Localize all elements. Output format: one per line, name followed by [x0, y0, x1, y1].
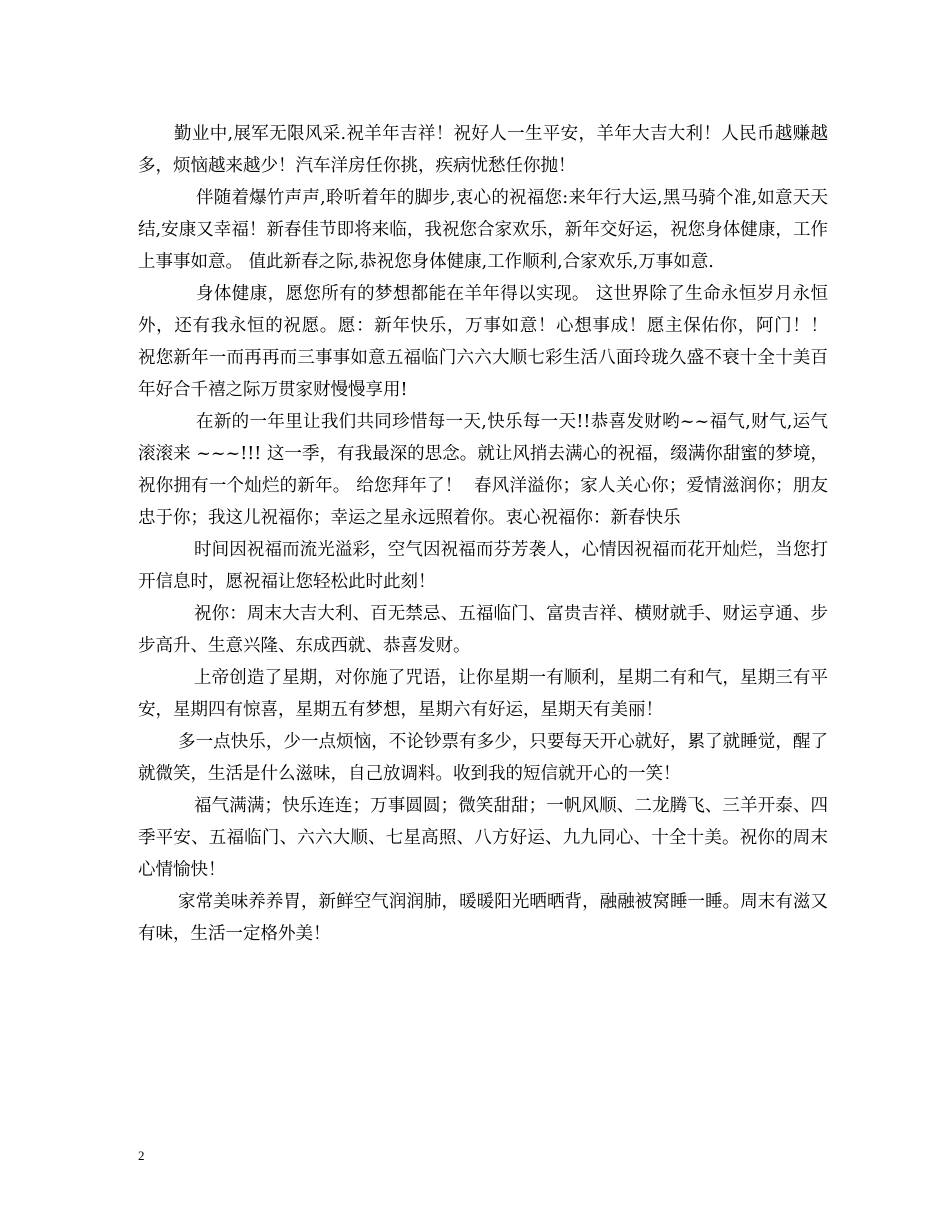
document-body: [138, 118, 840, 950]
paragraph-3: 身体健康，愿您所有的梦想都能在羊年得以实现。 这世界除了生命永恒岁月永恒外，还有我永恒的祝愿。愿：新年快乐，万事如意！心想事成！愿主保佑你，阿门！！ 祝您新年一而再再而三事事如意五福临门六六大顺七彩生活八面玲珑久盛不衰十全十美百年好合千禧之际万贯家财慢慢享用!: [138, 284, 840, 400]
paragraph-8: 多一点快乐，少一点烦恼，不论钞票有多少，只要每天开心就好，累了就睡觉，醒了就微笑，生活是什么滋味，自己放调料。收到我的短信就开心的一笑！: [138, 732, 828, 784]
paragraph-7: 上帝创造了星期，对你施了咒语，让你星期一有顺利，星期二有和气，星期三有平安，星期四有惊喜，星期五有梦想，星期六有好运，星期天有美丽！: [138, 668, 828, 720]
paragraph-9: 福气满满；快乐连连；万事圆圆；微笑甜甜；一帆风顺、二龙腾飞、三羊开泰、四季平安、五福临门、六六大顺、七星高照、八方好运、九九同心、十全十美。祝你的周末心情愉快！: [138, 796, 828, 880]
paragraph-5: 时间因祝福而流光溢彩，空气因祝福而芬芳袭人，心情因祝福而花开灿烂，当您打开信息时，愿祝福让您轻松此时此刻！: [138, 540, 828, 592]
paragraph-4: 在新的一年里让我们共同珍惜每一天,快乐每一天!!恭喜发财哟~~福气,财气,运气滚滚来 ~~~!!! 这一季，有我最深的思念。就让风捎去满心的祝福，缀满你甜蜜的梦境，祝你拥有一个灿烂的新年。 给您拜年了！ 春风洋溢你；家人关心你；爱情滋润你；朋友忠于你；我这儿祝福你；幸运之星永远照着你。衷心祝福你：新春快乐: [138, 412, 828, 528]
page-number: 2: [138, 1148, 145, 1163]
paragraph-2: 伴随着爆竹声声,聆听着年的脚步,衷心的祝福您:来年行大运,黑马骑个准,如意天天结,安康又幸福！新春佳节即将来临，我祝您合家欢乐，新年交好运，祝您身体健康，工作上事事如意。 值此新春之际,恭祝您身体健康,工作顺利,合家欢乐,万事如意.: [138, 188, 828, 272]
paragraph-10: 家常美味养养胃，新鲜空气润润肺，暖暖阳光晒晒背，融融被窝睡一睡。周末有滋又有味，生活一定格外美！: [138, 892, 828, 944]
paragraph-6: 祝你：周末大吉大利、百无禁忌、五福临门、富贵吉祥、横财就手、财运亨通、步步高升、生意兴隆、东成西就、恭喜发财。: [138, 604, 828, 656]
paragraph-1: 勤业中,展军无限风采.祝羊年吉祥！祝好人一生平安，羊年大吉大利！人民币越赚越多，烦恼越来越少！汽车洋房任你挑，疾病忧愁任你抛！: [138, 124, 828, 176]
